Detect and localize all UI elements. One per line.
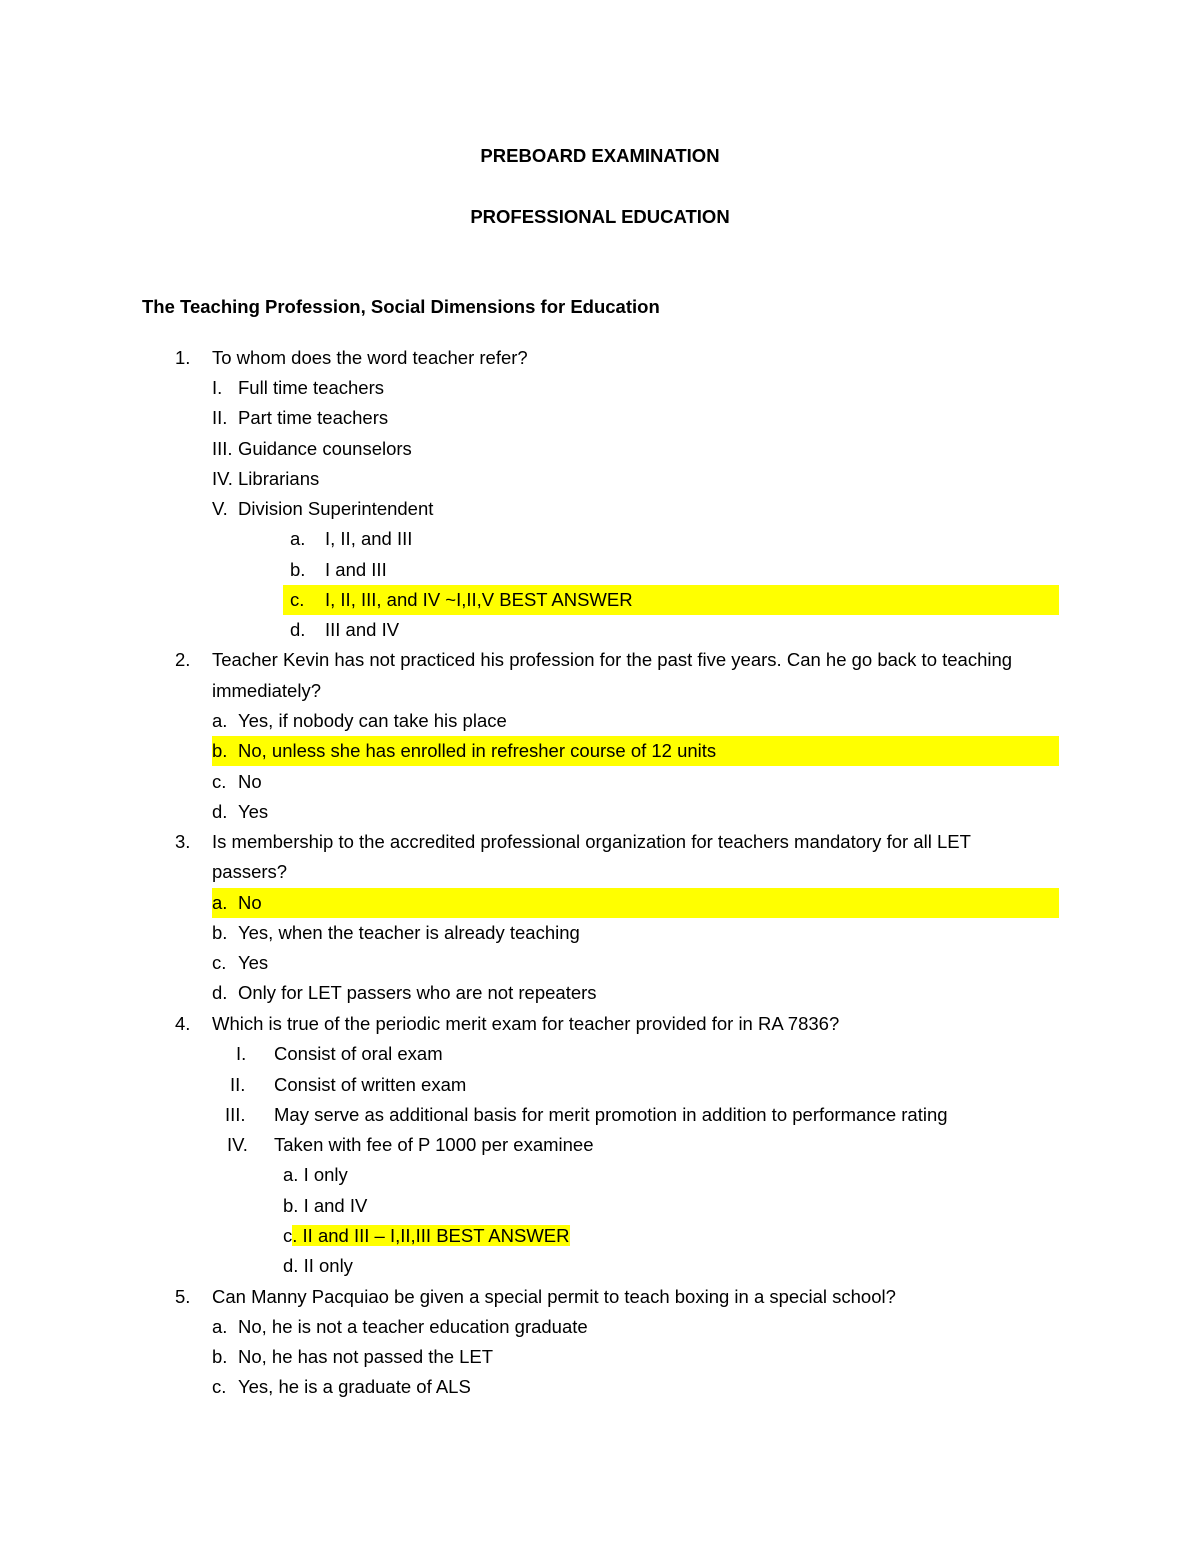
q2-option-b-highlighted: b. No, unless she has enrolled in refresher course of 12 units <box>212 736 1059 766</box>
exam-subtitle: PROFESSIONAL EDUCATION <box>470 206 730 227</box>
q1-option-c-highlighted: c. I, II, III, and IV ~I,II,V BEST ANSWER <box>283 585 1059 615</box>
q3-option-a-highlighted: a. No <box>212 888 1059 918</box>
question-number: 1. <box>175 347 191 368</box>
q4-option-c-prefix: c <box>283 1225 293 1246</box>
section-heading: The Teaching Profession, Social Dimensions for Education <box>142 296 660 317</box>
q4-option-c-highlighted: . II and III – I,II,III BEST ANSWER <box>292 1225 570 1246</box>
question-text: To whom does the word teacher refer? <box>212 347 528 368</box>
exam-title: PREBOARD EXAMINATION <box>480 145 720 166</box>
document-page: PREBOARD EXAMINATION PROFESSIONAL EDUCATION The Teaching Profession, Social Dimensions for Education 1. To whom does the word teacher refer? I. Full time teachers II. Part time teachers III. Guidance counselors IV. Librarians V. Division Superintendent a. I, II, and III b. I and III c. I, II, III, and IV ~I,II,V BEST ANSWER d. III and IV 2. Teacher Kevin has not practiced his profession for the past five years. Can he go back to teaching immediately? a. Yes, if nobody can take his place b. No, unless she has enrolled in refresher course of 12 units c. No d. Yes 3. Is membership to the accredited professional organization for teachers mandatory for all LET passers? a. No b. Yes, when the teacher is already teaching c. Yes d. Only for LET passers who are not repeaters 4. Which is true of the periodic merit exam for teacher provided for in RA 7836? I. Consist of oral exam II. Consist of written exam III. May serve as additional basis for merit promotion in addition to performance rating IV. Taken with fee of P 1000 per examinee a. I only b. I and IV c. II and III – I,II,III BEST ANSWER d. II only 5. Can Manny Pacquiao be given a special permit to teach boxing in a special school? a. No, he is not a teacher education graduate b. No, he has not passed the LET c. Yes, he is a graduate of ALS <box>0 0 1200 1553</box>
